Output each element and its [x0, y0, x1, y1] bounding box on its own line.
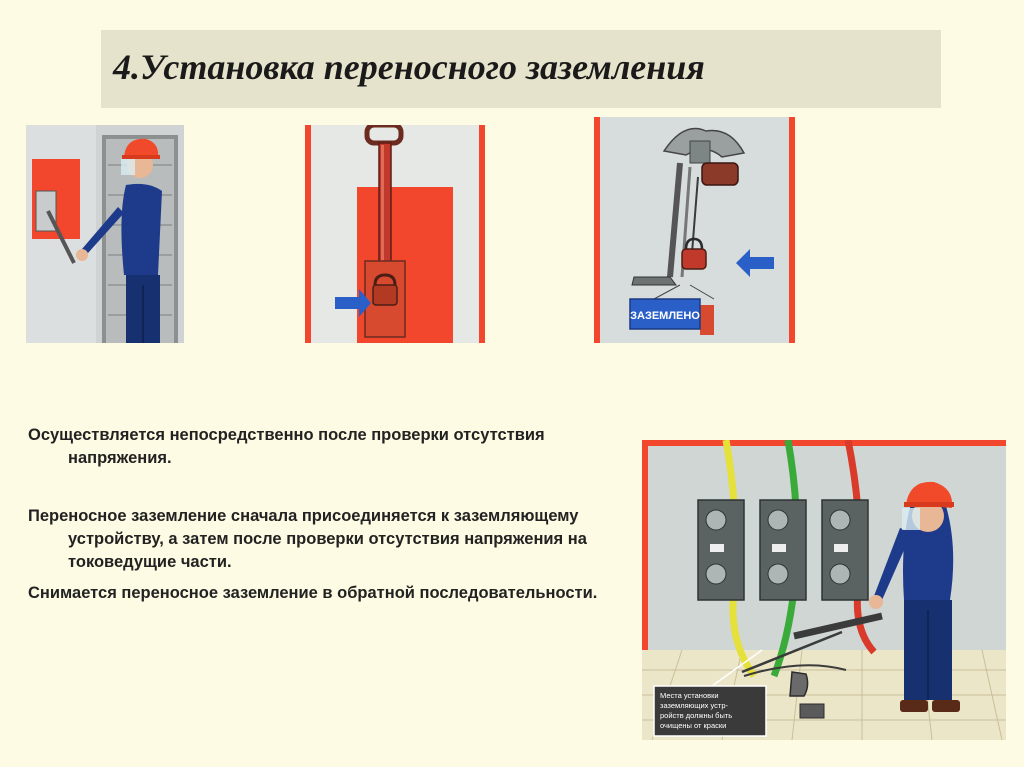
paragraph-connection-order [28, 505, 608, 574]
note-line-4: очищены от краски [660, 721, 727, 730]
note-line-2: заземляющих устр- [660, 701, 728, 710]
grounded-sign-label: ЗАЗЕМЛЕНО [630, 310, 700, 322]
paragraph-removal-order [28, 582, 608, 605]
illustration-locked-mechanism [594, 117, 795, 343]
paragraph-text: Снимается переносное заземление в обратной последовательности. [28, 584, 598, 602]
illustration-locked-handle [305, 125, 485, 343]
paragraph-text: Переносное заземление сначала присоединяется к заземляющему устройству, а затем после проверки отсутствия напряжения на токоведущие части. [28, 507, 587, 571]
illustration-worker-switch [26, 125, 184, 343]
note-line-3: ройств должны быть [660, 711, 733, 720]
note-line-1: Места установки [660, 691, 719, 700]
illustration-worker-grounding [642, 440, 1006, 740]
slide-title: 4.Установка переносного заземления [113, 47, 705, 87]
title-bar [101, 30, 941, 108]
paragraph-text: Осуществляется непосредственно после проверки отсутствия напряжения. [28, 426, 545, 467]
paragraph-after-voltage-check [28, 424, 608, 470]
